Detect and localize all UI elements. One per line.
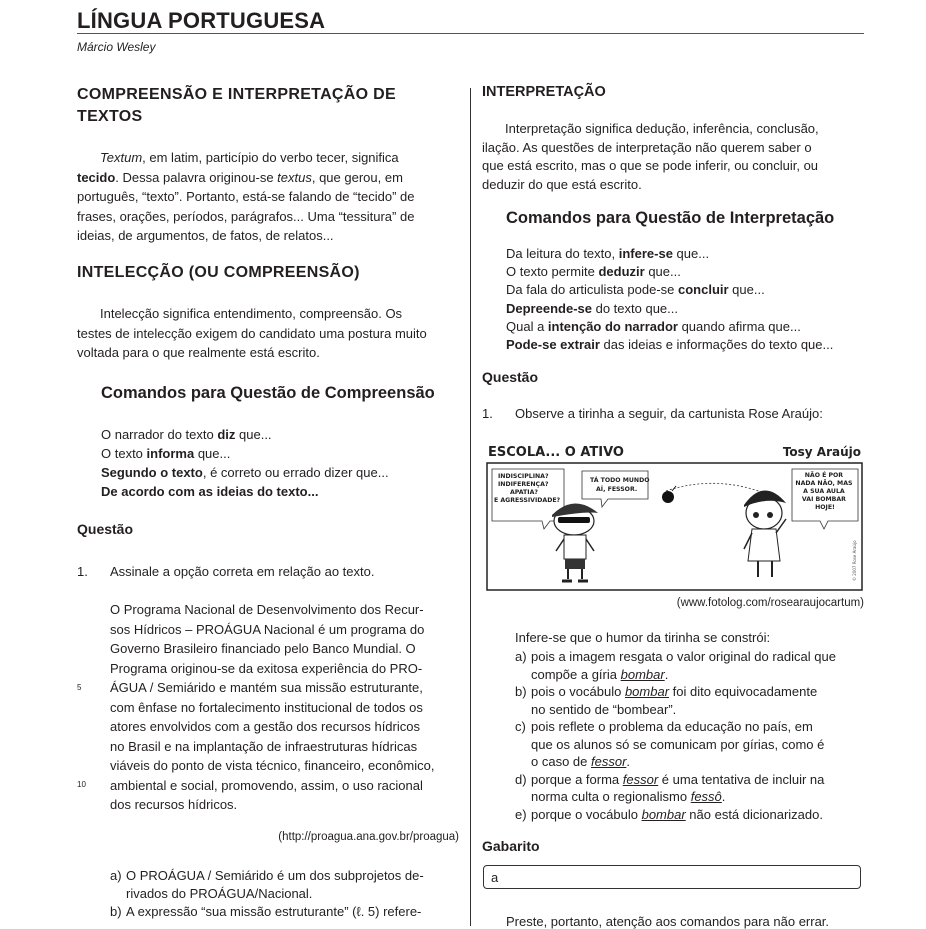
passage-line: no Brasil e na implantação de infraestruturas hídricas — [110, 738, 418, 754]
question-number: 1. — [77, 564, 88, 579]
question-text: Observe a tirinha a seguir, da cartunista Rose Araújo: — [515, 406, 823, 421]
option-letter: c) — [515, 719, 526, 734]
question-stem: Infere-se que o humor da tirinha se constrói: — [515, 630, 771, 645]
teacher-eye — [753, 512, 759, 518]
option-line: O PROÁGUA / Semiárido é um dos subprojetos de- — [126, 868, 424, 883]
option-e — [515, 806, 864, 824]
passage-line: com ênfase no fortalecimento institucional de todos os — [110, 699, 423, 715]
bold-term: Segundo o texto — [101, 465, 203, 480]
paragraph-textum — [77, 148, 459, 246]
text-span: porque a forma — [531, 771, 623, 787]
paragraph-line: ilação. As questões de interpretação não querem saber o — [482, 139, 812, 155]
text-span: compõe a gíria — [531, 666, 621, 682]
text-span: quando afirma que... — [677, 318, 801, 334]
command-item — [506, 336, 833, 354]
boy-shorts — [565, 559, 585, 569]
command-item — [101, 425, 389, 444]
heading-gabarito: Gabarito — [482, 838, 540, 854]
bubble-line: AÍ, FESSOR. — [596, 486, 638, 493]
paragraph-line: Intelecção significa entendimento, compreensão. Os — [100, 306, 403, 321]
passage-line: sos Hídricos – PROÁGUA Nacional é um programa do — [110, 621, 425, 637]
option-line — [531, 753, 864, 771]
paragraph-line: ideias, de argumentos, de fatos, de relatos... — [77, 228, 334, 243]
text-span: que... — [235, 427, 272, 442]
option-a — [515, 648, 864, 683]
bubble-line: TÁ TODO MUNDO — [590, 477, 650, 484]
right-options — [515, 648, 864, 823]
option-b — [515, 683, 864, 718]
paragraph-line: português, “texto”. Portanto, está-se falando de “tecido” de — [77, 189, 415, 204]
paragraph-line: Interpretação significa dedução, inferência, conclusão, — [505, 121, 819, 136]
option-letter: a) — [515, 649, 527, 664]
passage-line: atores envolvidos com a gestão dos recursos hídricos — [110, 719, 420, 734]
cartoon-copyright: © 2007 Rose Araújo — [852, 540, 857, 581]
command-item — [101, 444, 389, 463]
bubble-line: NÃO É POR — [804, 472, 844, 479]
document-title: LÍNGUA PORTUGUESA — [77, 8, 326, 33]
underlined-term: bombar — [624, 684, 670, 699]
passage-text — [110, 600, 434, 815]
bold-term: diz — [217, 427, 236, 442]
option-line: no sentido de “bombear”. — [531, 701, 677, 717]
heading-comandos-compreensao: Comandos para Questão de Compreensão — [101, 384, 435, 402]
heading-inteleccao: INTELECÇÃO (OU COMPREENSÃO) — [77, 264, 360, 281]
text-span: que... — [728, 282, 765, 298]
passage-line: ambiental e social, promovendo, assim, o uso racional — [110, 777, 423, 793]
command-item — [506, 318, 833, 336]
underlined-term: fessor — [591, 754, 627, 769]
passage-line: Programa originou-se da exitosa experiência do PRO- — [110, 660, 423, 676]
passage-line: ÁGUA / Semiárido e mantém sua missão estruturante, — [110, 680, 423, 695]
cartoon-source: (www.fotolog.com/rosearaujocartum) — [676, 597, 864, 609]
line-number: 10 — [77, 780, 86, 789]
closing-note: Preste, portanto, atenção aos comandos para não errar. — [506, 914, 830, 929]
paragraph-line: frases, orações, períodos, parágrafos... Uma “tessitura” de — [77, 208, 415, 224]
cartoon-strip — [486, 441, 863, 591]
command-list-interpretacao — [506, 245, 833, 354]
bold-term: infere-se — [618, 246, 673, 261]
bold-term: Pode-se extrair — [506, 337, 600, 353]
text-span: norma culta o regionalismo — [531, 789, 691, 804]
bold-term: deduzir — [598, 264, 645, 280]
text-span: O texto permite — [506, 264, 599, 280]
text-span: porque o vocábulo — [531, 806, 642, 822]
underlined-term: fessor — [622, 771, 659, 787]
option-b — [110, 903, 459, 921]
option-line — [531, 683, 864, 701]
underlined-term: fessô — [690, 789, 722, 804]
command-item — [506, 245, 833, 263]
paragraph-line — [77, 168, 459, 188]
option-line: A expressão “sua missão estruturante” (ℓ. 5) refere- — [126, 904, 422, 919]
command-list-compreensao — [101, 425, 389, 501]
bold-term: informa — [146, 446, 195, 461]
text-span: foi dito equivocadamente — [669, 684, 818, 699]
text-span: , é correto ou errado dizer que... — [202, 465, 389, 480]
text-span: . — [626, 754, 631, 769]
text-span: é uma tentativa de incluir na — [658, 771, 825, 787]
bubble-line: APATIA? — [510, 489, 538, 496]
option-letter: a) — [110, 868, 122, 883]
command-item — [506, 281, 833, 299]
option-letter: b) — [515, 684, 527, 699]
bomb-icon — [662, 491, 674, 503]
text-span: que... — [194, 446, 231, 461]
text-span: Qual a — [506, 318, 548, 334]
teacher-eye — [767, 512, 773, 518]
heading-compreensao — [77, 84, 396, 128]
heading-questao-right: Questão — [482, 369, 539, 385]
option-line: que os alunos só se comunicam por gírias, como é — [531, 736, 825, 752]
column-divider — [470, 88, 471, 926]
passage-line: Governo Brasileiro financiado pelo Banco Mundial. O — [110, 641, 416, 656]
text-span: o caso de — [531, 754, 591, 769]
text-span: que... — [644, 264, 681, 280]
text-span: , que gerou, em — [311, 169, 403, 185]
option-d — [515, 771, 864, 806]
option-line: pois a imagem resgata o valor original do radical que — [531, 649, 836, 664]
text-span: das ideias e informações do texto que... — [599, 337, 834, 353]
bold-term: concluir — [677, 282, 729, 298]
passage-line: viáveis do ponto de vista técnico, financeiro, econômico, — [110, 758, 435, 773]
teacher-dress — [748, 529, 780, 561]
bubble-line: NADA NÃO, MAS — [795, 480, 853, 487]
option-letter: d) — [515, 771, 527, 787]
heading-line: COMPREENSÃO E INTERPRETAÇÃO DE — [77, 86, 396, 103]
line-number: 5 — [77, 683, 82, 692]
option-line: rivados do PROÁGUA/Nacional. — [126, 886, 313, 901]
paragraph-line: testes de intelecção exigem do candidato uma postura muito — [77, 325, 427, 341]
paragraph-line: voltada para o que realmente está escrito. — [77, 345, 320, 360]
underlined-term: bombar — [620, 666, 665, 682]
text-span: O narrador do texto — [101, 427, 218, 442]
paragraph-interpretacao — [482, 120, 862, 194]
option-letter: b) — [110, 904, 122, 919]
bold-term: Depreende-se — [506, 300, 592, 316]
text-span: . — [664, 666, 669, 682]
heading-comandos-interpretacao: Comandos para Questão de Interpretação — [506, 209, 835, 227]
command-item — [506, 263, 833, 281]
underlined-term: bombar — [641, 806, 686, 822]
paragraph-line: deduzir do que está escrito. — [482, 176, 642, 192]
bubble-line: A SUA AULA — [803, 488, 845, 495]
paragraph-line: que está escrito, mas o que se pode inferir, ou concluir, ou — [482, 158, 819, 173]
passage-line: O Programa Nacional de Desenvolvimento dos Recur- — [110, 602, 424, 617]
document-author: Márcio Wesley — [77, 40, 156, 54]
bubble-line: E AGRESSIVIDADE? — [494, 497, 561, 504]
boy-sunglasses — [558, 517, 590, 523]
command-item — [101, 482, 389, 501]
text-span: não está dicionarizado. — [685, 806, 823, 822]
question-number: 1. — [482, 406, 493, 421]
heading-questao-left: Questão — [77, 521, 134, 537]
text-span: O texto — [101, 446, 147, 461]
header-rule — [77, 33, 864, 34]
boy-shirt — [564, 535, 586, 559]
paragraph-inteleccao — [77, 304, 459, 363]
italic-term: textus — [277, 169, 312, 185]
bubble-line: INDIFERENÇA? — [498, 481, 549, 488]
command-item — [506, 300, 833, 318]
option-line: pois reflete o problema da educação no país, em — [531, 719, 813, 734]
text-span: pois o vocábulo — [531, 684, 625, 699]
text-span: , em latim, particípio do verbo tecer, significa — [142, 150, 399, 165]
bold-term: tecido — [77, 169, 116, 185]
option-line — [531, 666, 864, 684]
passage-source: (http://proagua.ana.gov.br/proagua) — [278, 831, 459, 843]
bold-term: De acordo com as ideias do texto... — [101, 484, 319, 499]
option-line — [531, 788, 864, 806]
answer-field[interactable]: a — [483, 865, 861, 889]
option-a — [110, 867, 459, 903]
text-span: Da fala do articulista pode-se — [506, 282, 678, 298]
heading-interpretacao: INTERPRETAÇÃO — [482, 84, 606, 100]
option-c — [515, 718, 864, 771]
text-span: que... — [672, 246, 710, 261]
option-letter: e) — [515, 806, 527, 822]
paragraph-line — [77, 148, 459, 168]
passage-line: dos recursos hídricos. — [110, 797, 238, 812]
bubble-line: HOJE! — [815, 504, 835, 511]
option-line — [531, 806, 864, 824]
option-line — [531, 771, 864, 789]
cartoon-title-left: ESCOLA... O ATIVO — [488, 445, 624, 460]
text-span: . Dessa palavra originou-se — [115, 169, 278, 185]
bubble-line: INDISCIPLINA? — [498, 473, 549, 480]
text-span: do texto que... — [591, 300, 678, 316]
text-span: Da leitura do texto, — [506, 246, 619, 261]
bold-term: intenção do narrador — [547, 318, 678, 334]
text-span: . — [721, 789, 726, 804]
question-text: Assinale a opção correta em relação ao texto. — [110, 564, 375, 579]
italic-term: Textum — [100, 150, 143, 165]
command-item — [101, 463, 389, 482]
left-options — [110, 867, 459, 921]
bubble-line: VAI BOMBAR — [801, 496, 846, 503]
cartoon-title-right: Tosy Araújo — [782, 445, 861, 459]
heading-line: TEXTOS — [77, 108, 143, 125]
